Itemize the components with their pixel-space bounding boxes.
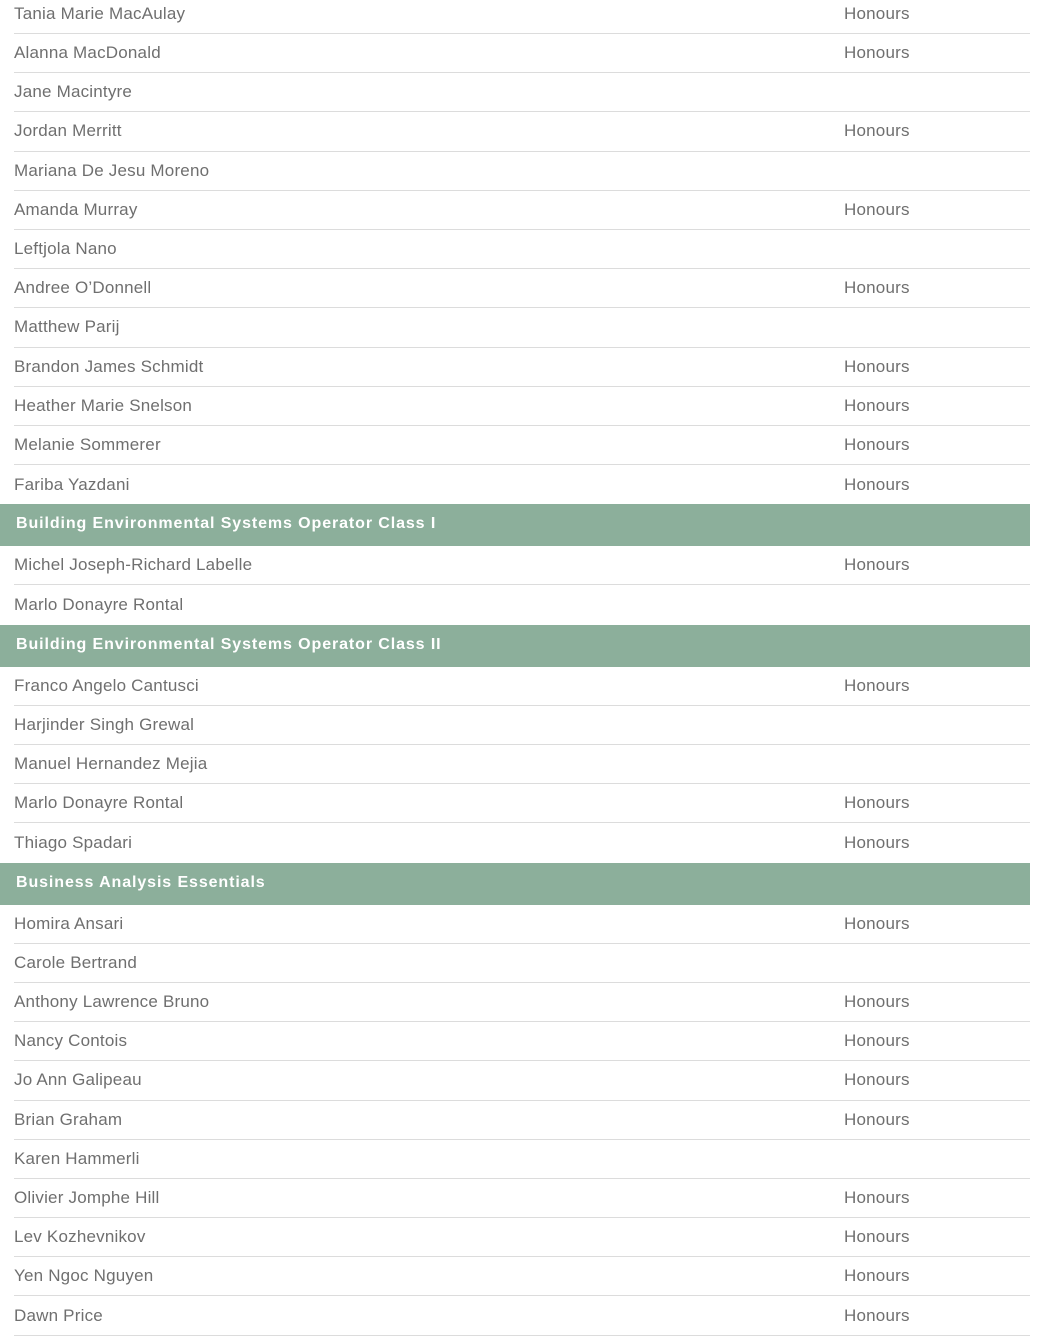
student-name: Manuel Hernandez Mejia: [14, 754, 208, 774]
honours-label: Honours: [844, 474, 910, 494]
list-item: [14, 983, 1030, 1022]
list-item: [14, 34, 1030, 73]
section-header: Business Analysis Essentials: [0, 863, 1030, 905]
honours-label: Honours: [844, 43, 910, 63]
student-name: Amanda Murray: [14, 199, 138, 219]
student-name: Franco Angelo Cantusci: [14, 675, 199, 695]
honours-label: Honours: [844, 395, 910, 415]
student-name: Brandon James Schmidt: [14, 356, 204, 376]
honours-label: Honours: [844, 199, 910, 219]
honours-label: Honours: [844, 1266, 910, 1286]
student-name: Matthew Parij: [14, 317, 120, 337]
student-name: Michel Joseph-Richard Labelle: [14, 555, 253, 575]
student-name: Jordan Merritt: [14, 121, 122, 141]
honours-label: Honours: [844, 4, 910, 23]
list-item: [14, 706, 1030, 745]
section-header: Building Environmental Systems Operator Class I: [0, 504, 1030, 546]
list-item: [14, 1140, 1030, 1179]
list-item: [14, 784, 1030, 823]
list-item: [14, 152, 1030, 191]
list-item: [14, 308, 1030, 347]
student-name: Andree O’Donnell: [14, 278, 152, 298]
student-name: Mariana De Jesu Moreno: [14, 160, 210, 180]
list-item: [14, 1218, 1030, 1257]
list-item: [14, 944, 1030, 983]
student-name: Dawn Price: [14, 1305, 103, 1325]
list-item: [14, 1101, 1030, 1140]
list-item: [14, 1179, 1030, 1218]
list-item: [14, 465, 1030, 504]
honours-label: Honours: [844, 1070, 910, 1090]
student-name: Anthony Lawrence Bruno: [14, 992, 210, 1012]
student-name: Marlo Donayre Rontal: [14, 793, 184, 813]
list-item: [14, 585, 1030, 624]
student-name: Homira Ansari: [14, 913, 124, 933]
student-name: Leftjola Nano: [14, 239, 117, 259]
list-item: [14, 667, 1030, 706]
honours-label: Honours: [844, 1227, 910, 1247]
list-item: [14, 546, 1030, 585]
student-name: Alanna MacDonald: [14, 43, 161, 63]
honours-label: Honours: [844, 555, 910, 575]
list-item: [14, 1296, 1030, 1335]
list-item: [14, 1061, 1030, 1100]
student-name: Olivier Jomphe Hill: [14, 1187, 160, 1207]
list-item: [14, 1257, 1030, 1296]
student-name: Marlo Donayre Rontal: [14, 595, 184, 615]
list-item: [14, 745, 1030, 784]
section-header: Building Environmental Systems Operator Class II: [0, 625, 1030, 667]
honours-label: Honours: [844, 992, 910, 1012]
honours-label: Honours: [844, 356, 910, 376]
honours-label: Honours: [844, 1305, 910, 1325]
student-name: Brian Graham: [14, 1109, 123, 1129]
list-item: [14, 0, 1030, 34]
honours-label: Honours: [844, 793, 910, 813]
honours-label: Honours: [844, 832, 910, 852]
student-name: Thiago Spadari: [14, 832, 133, 852]
honours-label: Honours: [844, 675, 910, 695]
honours-label: Honours: [844, 913, 910, 933]
student-name: Jane Macintyre: [14, 82, 133, 102]
honours-label: Honours: [844, 278, 910, 298]
list-item: [14, 823, 1030, 862]
student-name: Tania Marie MacAulay: [14, 4, 186, 23]
student-name: Fariba Yazdani: [14, 474, 130, 494]
list-item: [14, 1022, 1030, 1061]
student-name: Karen Hammerli: [14, 1148, 140, 1168]
list-item: [14, 348, 1030, 387]
list-item: [14, 905, 1030, 944]
list-item: [14, 230, 1030, 269]
student-name: Lev Kozhevnikov: [14, 1227, 146, 1247]
list-item: [14, 387, 1030, 426]
list-item: [14, 426, 1030, 465]
honours-label: Honours: [844, 434, 910, 454]
list-item: [14, 73, 1030, 112]
list-item: [14, 191, 1030, 230]
list-item: [14, 269, 1030, 308]
honours-label: Honours: [844, 1109, 910, 1129]
student-name: Melanie Sommerer: [14, 434, 161, 454]
student-name: Yen Ngoc Nguyen: [14, 1266, 154, 1286]
student-name: Carole Bertrand: [14, 952, 138, 972]
student-name: Jo Ann Galipeau: [14, 1070, 142, 1090]
student-name: Nancy Contois: [14, 1031, 128, 1051]
list-item: [14, 112, 1030, 151]
honours-label: Honours: [844, 121, 910, 141]
student-name: Harjinder Singh Grewal: [14, 714, 195, 734]
honours-label: Honours: [844, 1031, 910, 1051]
honours-label: Honours: [844, 1187, 910, 1207]
student-name: Heather Marie Snelson: [14, 395, 193, 415]
